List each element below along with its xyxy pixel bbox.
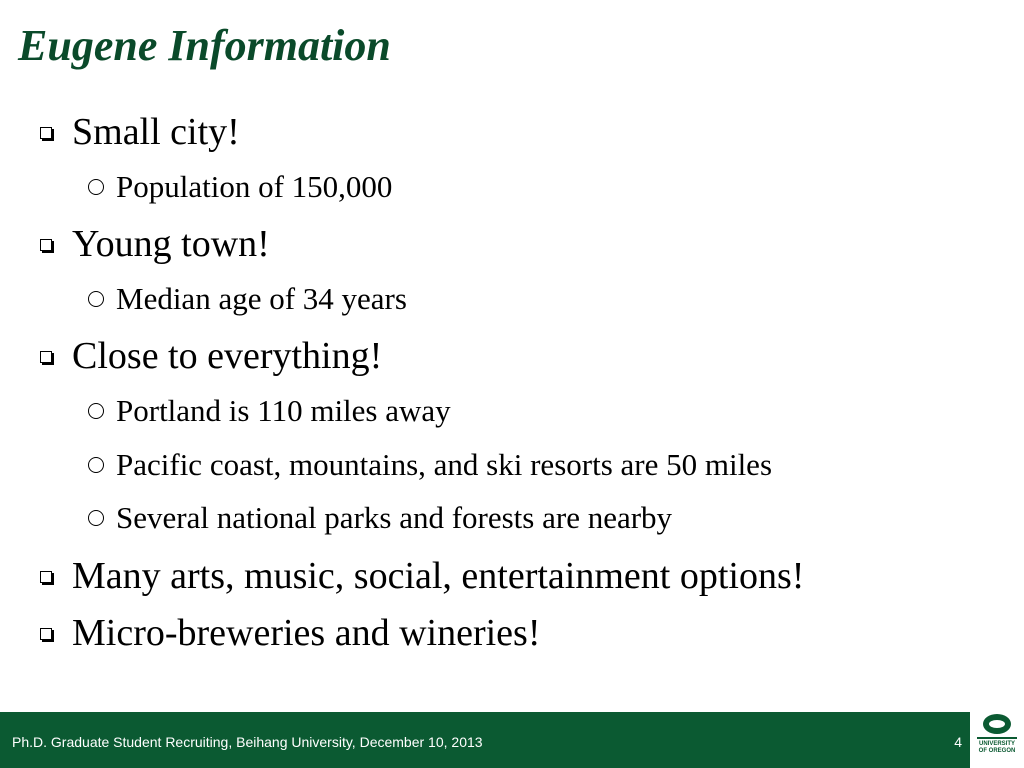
sub-bullet-item [88,449,772,480]
bullet-text: Small city! [72,111,240,153]
square-bullet-icon [40,127,52,139]
sub-bullet-text: Median age of 34 years [116,281,407,316]
square-bullet-icon [40,351,52,363]
slide-title: Eugene Information [18,21,391,70]
sub-bullet-text: Portland is 110 miles away [116,393,451,428]
sub-bullet-item [88,502,672,533]
logo-text-line2: OF OREGON [978,748,1016,755]
bullet-item [40,337,382,375]
sub-bullet-item [88,395,451,426]
footer-text: Ph.D. Graduate Student Recruiting, Beihang University, December 10, 2013 [12,734,483,750]
bullet-item [40,113,240,151]
sub-bullet-item [88,171,392,202]
logo-divider [977,737,1017,739]
circle-bullet-icon [88,179,104,195]
circle-bullet-icon [88,510,104,526]
circle-bullet-icon [88,403,104,419]
sub-bullet-item [88,283,407,314]
sub-bullet-text: Population of 150,000 [116,169,393,204]
sub-bullet-text: Pacific coast, mountains, and ski resorts are 50 miles [116,447,773,482]
square-bullet-icon [40,571,52,583]
university-of-oregon-logo-icon [970,712,1024,768]
logo-text-line1: UNIVERSITY [978,741,1015,747]
circle-bullet-icon [88,291,104,307]
bullet-text: Micro-breweries and wineries! [72,612,541,654]
slide-footer [0,712,970,768]
square-bullet-icon [40,239,52,251]
bullet-text: Many arts, music, social, entertainment options! [72,555,805,597]
bullet-item [40,557,804,595]
page-number: 4 [954,734,962,750]
bullet-item [40,225,270,263]
bullet-text: Close to everything! [72,335,383,377]
bullet-text: Young town! [72,223,270,265]
circle-bullet-icon [88,457,104,473]
square-bullet-icon [40,628,52,640]
bullet-item [40,614,540,652]
o-mark-icon [983,714,1011,734]
sub-bullet-text: Several national parks and forests are nearby [116,500,673,535]
